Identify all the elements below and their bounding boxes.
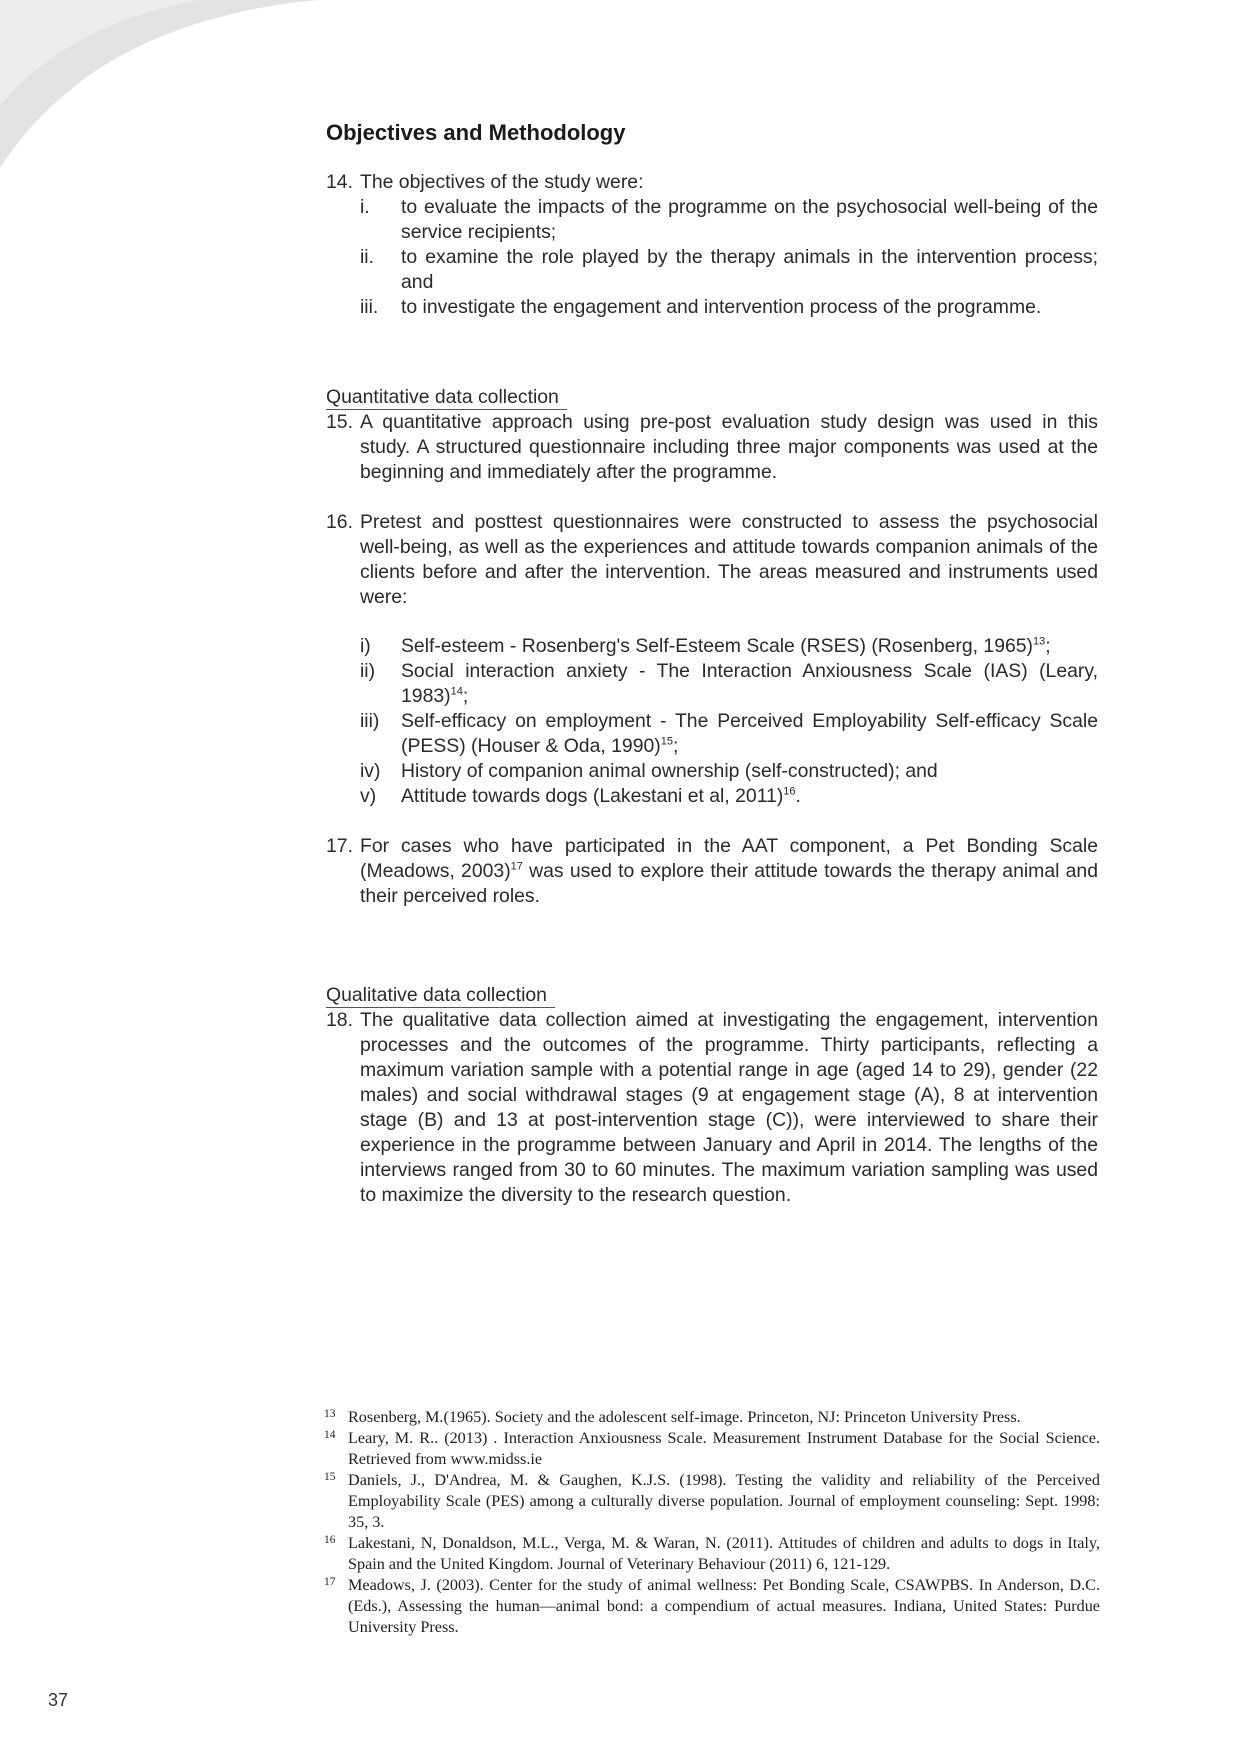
paragraph-17: 17. For cases who have participated in the AAT component, a Pet Bonding Scale (Meadows, 2003)$^{17}$ was used to explore their attitude towards the therapy animal and their perceived roles. [326, 835, 1098, 907]
footnote-number: 16 [324, 1534, 336, 1546]
page-heading: Objectives and Methodology [326, 120, 626, 145]
instrument-item: v) Attitude towards dogs (Lakestani et al, 2011)$^{16}$. [360, 785, 801, 807]
objective-item: i. to evaluate the impacts of the programme on the psychosocial well-being of the service recipients; [360, 196, 1098, 243]
instrument-item: ii) Social interaction anxiety - The Interaction Anxiousness Scale (IAS) (Leary, 1983)$^{14}$; [360, 660, 1098, 707]
footnote: 14 Leary, M. R.. (2013) . Interaction Anxiousness Scale. Measurement Instrument Database for the Social Science. Retrieved from www.midss.ie [324, 1428, 1100, 1470]
page-number: 37 [48, 1690, 69, 1710]
paragraph-number: 17. [326, 835, 353, 857]
page-content [326, 112, 1098, 1208]
objectives-intro: The objectives of the study were: [360, 171, 644, 193]
footnote-ref[interactable]: 15 [660, 735, 673, 748]
paragraph-number: 18. [326, 1009, 353, 1031]
footnote: 13 Rosenberg, M.(1965). Society and the adolescent self-image. Princeton, NJ: Princeton University Press. [324, 1407, 1100, 1428]
footnote: 16 Lakestani, N, Donaldson, M.L., Verga, M. & Waran, N. (2011). Attitudes of children and adults to dogs in Italy, Spain and the United Kingdom. Journal of Veterinary Behaviour (2011) 6, 121-129. [324, 1533, 1100, 1575]
footnote-number: 13 [324, 1408, 336, 1420]
paragraph-15: 15. A quantitative approach using pre-post evaluation study design was used in this study. A structured questionnaire including three major components was used at the beginning and immediately after the programme. [326, 411, 1098, 483]
footnote: 17 Meadows, J. (2003). Center for the study of animal wellness: Pet Bonding Scale, CSAWPBS. In Anderson, D.C. (Eds.), Assessing the human—animal bond: a compendium of actual measures. Indiana, United States: Purdue University Press. [324, 1575, 1100, 1638]
footnote-ref[interactable]: 14 [450, 685, 463, 698]
footnote-ref[interactable]: 13 [1033, 635, 1046, 648]
instrument-item: iii) Self-efficacy on employment - The Perceived Employability Self-efficacy Scale (PESS) (Houser & Oda, 1990)$^{15}$; [360, 710, 1098, 757]
paragraph-number: 15. [326, 411, 353, 433]
footnote-ref[interactable]: 17 [510, 860, 523, 873]
objectives-list [360, 195, 1098, 320]
corner-swoosh-decoration [0, 0, 320, 170]
objective-item: ii. to examine the role played by the therapy animals in the intervention process; and [360, 246, 1098, 293]
quantitative-heading: Quantitative data collection [326, 386, 567, 410]
footnote-number: 14 [324, 1429, 336, 1441]
objective-item: iii. to investigate the engagement and intervention process of the programme. [360, 296, 1042, 318]
footnote-number: 17 [324, 1576, 336, 1588]
footnote-number: 15 [324, 1471, 336, 1483]
paragraph-16: 16. Pretest and posttest questionnaires were constructed to assess the psychosocial well-being, as well as the experiences and attitude towards companion animals of the clients before and after the intervention. The areas measured and instruments used were: [326, 511, 1098, 608]
footnotes [324, 1407, 1100, 1638]
paragraph-number: 16. [326, 511, 353, 533]
footnote: 15 Daniels, J., D'Andrea, M. & Gaughen, K.J.S. (1998). Testing the validity and reliability of the Perceived Employability Scale (PES) among a culturally diverse population. Journal of employment counseling: Sept. 1998: 35, 3. [324, 1470, 1100, 1533]
paragraph-18: 18. The qualitative data collection aimed at investigating the engagement, intervention processes and the outcomes of the programme. Thirty participants, reflecting a maximum variation sample with a potential range in age (aged 14 to 29), gender (22 males) and social withdrawal stages (9 at engagement stage (A), 8 at intervention stage (B) and 13 at post-intervention stage (C)), were interviewed to share their experience in the programme between January and April in 2014. The lengths of the interviews ranged from 30 to 60 minutes. The maximum variation sampling was used to maximize the diversity to the research question. [326, 1009, 1098, 1206]
qualitative-heading: Qualitative data collection [326, 984, 555, 1008]
instruments-list [360, 634, 1098, 809]
instrument-item: iv) History of companion animal ownership (self-constructed); and [360, 760, 938, 782]
footnote-ref[interactable]: 16 [783, 785, 796, 798]
paragraph-number: 14. [326, 171, 353, 193]
paragraph-14 [326, 170, 1098, 195]
instrument-item: i) Self-esteem - Rosenberg's Self-Esteem Scale (RSES) (Rosenberg, 1965)$^{13}$; [360, 635, 1051, 657]
